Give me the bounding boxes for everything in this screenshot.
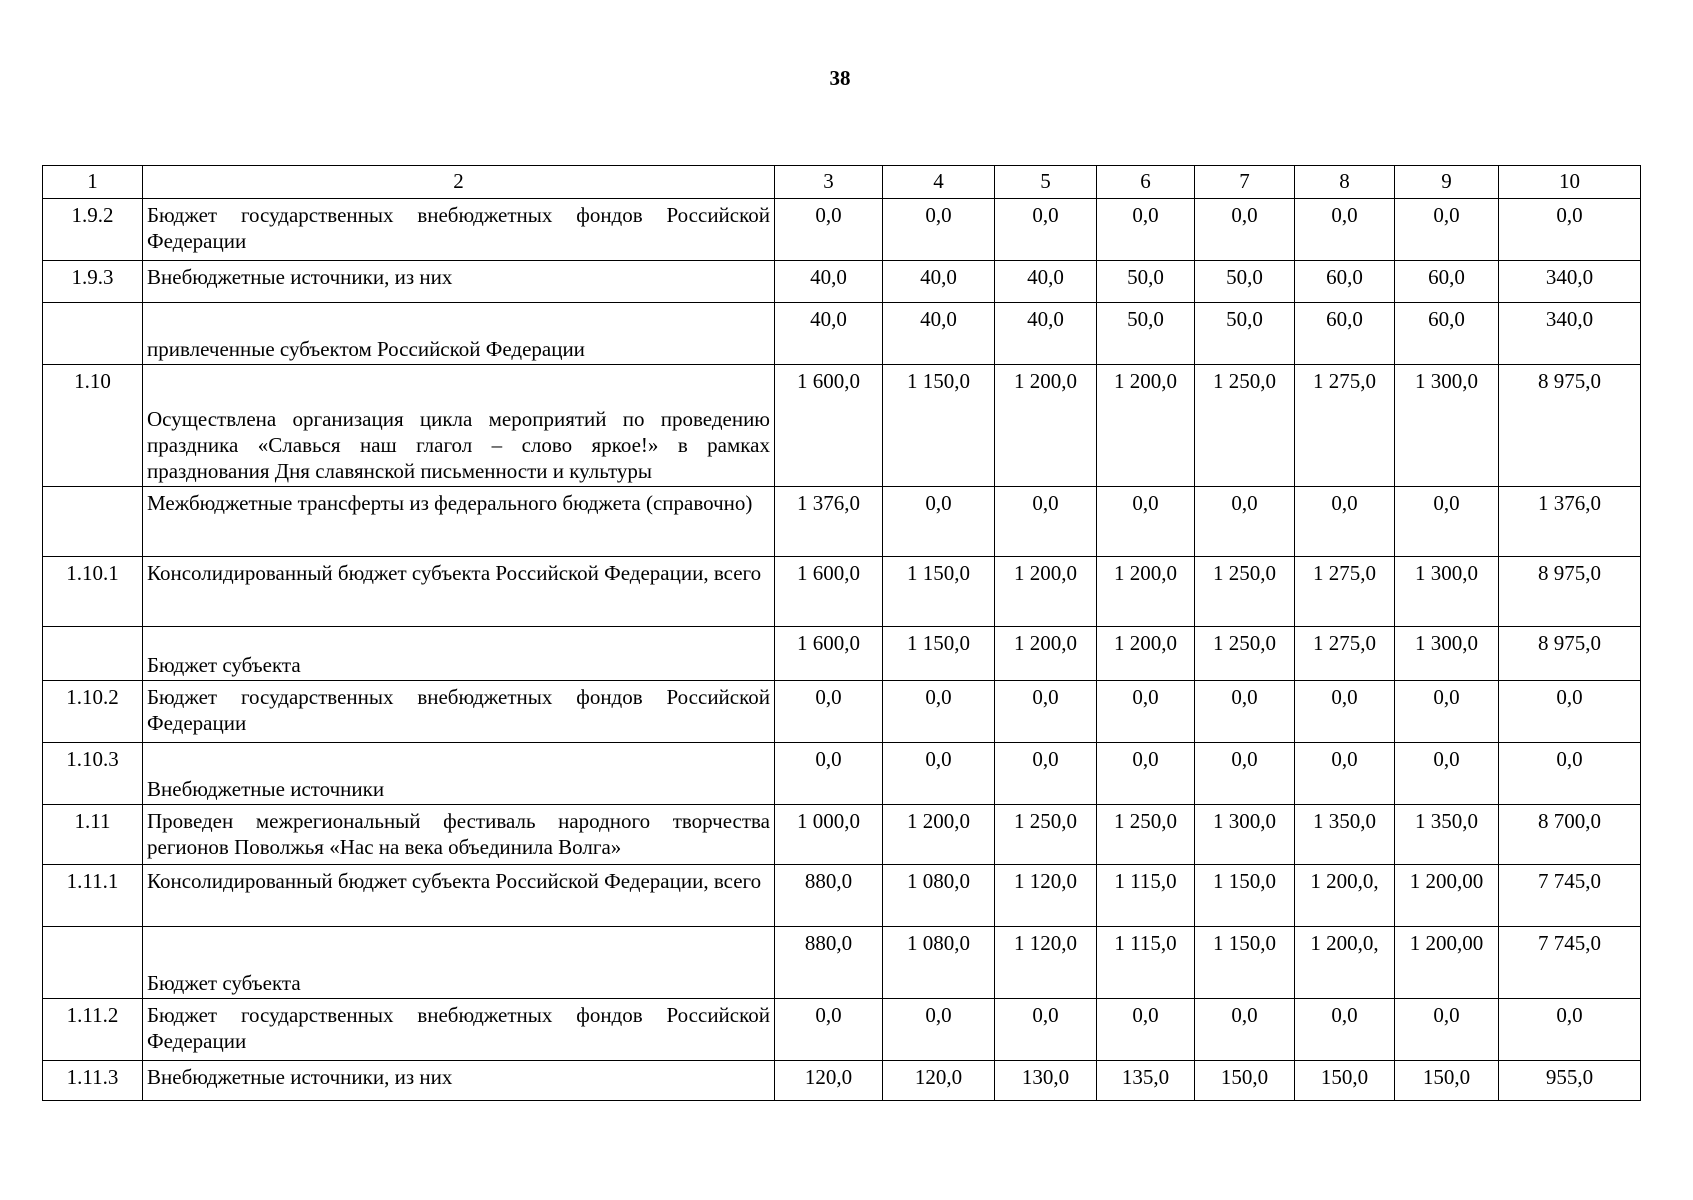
row-value: 0,0 [1195, 743, 1295, 805]
row-value: 1 200,0 [995, 365, 1097, 487]
row-value: 0,0 [995, 681, 1097, 743]
table-row [43, 487, 1641, 557]
row-value: 8 975,0 [1499, 365, 1641, 487]
row-name: Бюджет субъекта [143, 627, 775, 681]
row-value: 880,0 [775, 927, 883, 999]
row-value: 1 200,0 [1097, 557, 1195, 627]
row-name: Внебюджетные источники, из них [143, 1061, 775, 1101]
row-value: 1 600,0 [775, 557, 883, 627]
row-value: 1 275,0 [1295, 557, 1395, 627]
row-value: 0,0 [1295, 743, 1395, 805]
row-value: 8 975,0 [1499, 557, 1641, 627]
row-value: 0,0 [1195, 199, 1295, 261]
row-value: 0,0 [1499, 999, 1641, 1061]
row-value: 135,0 [1097, 1061, 1195, 1101]
row-value: 150,0 [1295, 1061, 1395, 1101]
row-value: 1 200,0 [883, 805, 995, 865]
row-value: 0,0 [995, 743, 1097, 805]
row-value: 1 275,0 [1295, 365, 1395, 487]
row-value: 1 275,0 [1295, 627, 1395, 681]
row-value: 1 600,0 [775, 627, 883, 681]
row-code: 1.11.3 [43, 1061, 143, 1101]
row-value: 1 250,0 [1097, 805, 1195, 865]
row-value: 1 300,0 [1395, 627, 1499, 681]
header-cell: 3 [775, 166, 883, 199]
table-row [43, 681, 1641, 743]
row-value: 1 600,0 [775, 365, 883, 487]
row-value: 120,0 [775, 1061, 883, 1101]
row-value: 0,0 [883, 999, 995, 1061]
table-row [43, 999, 1641, 1061]
row-value: 1 200,0, [1295, 865, 1395, 927]
row-value: 40,0 [883, 303, 995, 365]
header-cell: 1 [43, 166, 143, 199]
row-code [43, 487, 143, 557]
row-value: 1 080,0 [883, 865, 995, 927]
table-row [43, 865, 1641, 927]
row-value: 0,0 [995, 999, 1097, 1061]
row-value: 8 700,0 [1499, 805, 1641, 865]
row-name: Бюджет субъекта [143, 927, 775, 999]
row-value: 1 200,00 [1395, 927, 1499, 999]
page-number: 38 [829, 66, 851, 90]
row-value: 0,0 [1295, 199, 1395, 261]
row-value: 0,0 [1395, 199, 1499, 261]
row-value: 1 150,0 [883, 627, 995, 681]
row-value: 7 745,0 [1499, 927, 1641, 999]
table-row [43, 805, 1641, 865]
row-code: 1.10 [43, 365, 143, 487]
row-value: 1 200,0 [995, 557, 1097, 627]
row-value: 0,0 [1097, 999, 1195, 1061]
row-value: 1 200,0 [1097, 627, 1195, 681]
row-value: 1 120,0 [995, 927, 1097, 999]
row-code: 1.9.2 [43, 199, 143, 261]
header-cell: 2 [143, 166, 775, 199]
row-value: 0,0 [883, 199, 995, 261]
header-cell: 4 [883, 166, 995, 199]
row-value: 0,0 [883, 681, 995, 743]
table-row [43, 743, 1641, 805]
row-value: 0,0 [1295, 681, 1395, 743]
header-cell: 6 [1097, 166, 1195, 199]
row-value: 1 080,0 [883, 927, 995, 999]
row-value: 955,0 [1499, 1061, 1641, 1101]
row-value: 1 300,0 [1395, 365, 1499, 487]
table-row [43, 199, 1641, 261]
table-row [43, 627, 1641, 681]
row-value: 0,0 [1395, 743, 1499, 805]
row-value: 0,0 [1295, 999, 1395, 1061]
row-value: 0,0 [1097, 487, 1195, 557]
row-value: 0,0 [775, 743, 883, 805]
row-value: 8 975,0 [1499, 627, 1641, 681]
row-value: 150,0 [1395, 1061, 1499, 1101]
row-value: 0,0 [775, 199, 883, 261]
row-name: привлеченные субъектом Российской Федерации [143, 303, 775, 365]
row-value: 0,0 [995, 487, 1097, 557]
row-name: Бюджет государственных внебюджетных фондов Российской Федерации [143, 999, 775, 1061]
row-value: 60,0 [1395, 261, 1499, 303]
row-value: 1 150,0 [883, 557, 995, 627]
row-value: 1 150,0 [1195, 865, 1295, 927]
row-name: Внебюджетные источники [143, 743, 775, 805]
row-value: 880,0 [775, 865, 883, 927]
row-name: Осуществлена организация цикла мероприятий по проведению праздника «Славься наш глагол – слово яркое!» в рамках празднования Дня славянской письменности и культуры [143, 365, 775, 487]
row-value: 50,0 [1097, 303, 1195, 365]
row-value: 1 200,0 [1097, 365, 1195, 487]
row-value: 1 376,0 [775, 487, 883, 557]
row-value: 150,0 [1195, 1061, 1295, 1101]
header-cell: 10 [1499, 166, 1641, 199]
header-cell: 7 [1195, 166, 1295, 199]
row-value: 0,0 [1195, 487, 1295, 557]
row-value: 50,0 [1195, 261, 1295, 303]
row-code: 1.11 [43, 805, 143, 865]
row-value: 1 250,0 [1195, 627, 1295, 681]
row-value: 340,0 [1499, 261, 1641, 303]
row-value: 0,0 [1097, 681, 1195, 743]
table-row [43, 1061, 1641, 1101]
table-row [43, 365, 1641, 487]
row-value: 0,0 [995, 199, 1097, 261]
row-value: 130,0 [995, 1061, 1097, 1101]
row-value: 40,0 [883, 261, 995, 303]
header-cell: 9 [1395, 166, 1499, 199]
header-cell: 8 [1295, 166, 1395, 199]
row-value: 40,0 [995, 303, 1097, 365]
row-value: 0,0 [775, 681, 883, 743]
row-value: 1 300,0 [1395, 557, 1499, 627]
row-value: 50,0 [1097, 261, 1195, 303]
row-value: 340,0 [1499, 303, 1641, 365]
row-value: 60,0 [1395, 303, 1499, 365]
row-value: 40,0 [995, 261, 1097, 303]
table-row [43, 303, 1641, 365]
row-value: 0,0 [883, 487, 995, 557]
row-code: 1.11.2 [43, 999, 143, 1061]
row-code: 1.9.3 [43, 261, 143, 303]
row-value: 1 250,0 [1195, 557, 1295, 627]
row-value: 1 300,0 [1195, 805, 1295, 865]
row-value: 7 745,0 [1499, 865, 1641, 927]
row-value: 0,0 [1499, 681, 1641, 743]
row-name: Бюджет государственных внебюджетных фондов Российской Федерации [143, 199, 775, 261]
row-value: 1 150,0 [883, 365, 995, 487]
row-value: 1 115,0 [1097, 927, 1195, 999]
row-value: 1 200,0 [995, 627, 1097, 681]
row-value: 60,0 [1295, 303, 1395, 365]
row-value: 0,0 [1097, 199, 1195, 261]
row-value: 0,0 [1499, 199, 1641, 261]
table-row [43, 927, 1641, 999]
row-value: 1 115,0 [1097, 865, 1195, 927]
row-value: 60,0 [1295, 261, 1395, 303]
row-value: 0,0 [1097, 743, 1195, 805]
row-value: 1 250,0 [995, 805, 1097, 865]
row-value: 1 120,0 [995, 865, 1097, 927]
row-value: 0,0 [1195, 999, 1295, 1061]
row-value: 120,0 [883, 1061, 995, 1101]
row-code [43, 303, 143, 365]
row-value: 0,0 [1395, 999, 1499, 1061]
row-code: 1.10.3 [43, 743, 143, 805]
row-code [43, 627, 143, 681]
row-code: 1.11.1 [43, 865, 143, 927]
row-value: 0,0 [1295, 487, 1395, 557]
row-value: 1 350,0 [1395, 805, 1499, 865]
row-value: 1 376,0 [1499, 487, 1641, 557]
row-value: 1 250,0 [1195, 365, 1295, 487]
row-value: 0,0 [775, 999, 883, 1061]
row-value: 1 350,0 [1295, 805, 1395, 865]
row-name: Консолидированный бюджет субъекта Российской Федерации, всего [143, 557, 775, 627]
row-name: Консолидированный бюджет субъекта Российской Федерации, всего [143, 865, 775, 927]
row-code: 1.10.1 [43, 557, 143, 627]
row-name: Бюджет государственных внебюджетных фондов Российской Федерации [143, 681, 775, 743]
row-code: 1.10.2 [43, 681, 143, 743]
row-value: 40,0 [775, 261, 883, 303]
row-code [43, 927, 143, 999]
table-row [43, 261, 1641, 303]
row-value: 0,0 [1395, 681, 1499, 743]
row-value: 0,0 [1195, 681, 1295, 743]
row-name: Межбюджетные трансферты из федерального бюджета (справочно) [143, 487, 775, 557]
row-value: 50,0 [1195, 303, 1295, 365]
row-value: 0,0 [1499, 743, 1641, 805]
row-name: Внебюджетные источники, из них [143, 261, 775, 303]
row-value: 1 000,0 [775, 805, 883, 865]
row-name: Проведен межрегиональный фестиваль народного творчества регионов Поволжья «Нас на века объединила Волга» [143, 805, 775, 865]
header-cell: 5 [995, 166, 1097, 199]
row-value: 40,0 [775, 303, 883, 365]
row-value: 0,0 [1395, 487, 1499, 557]
row-value: 1 150,0 [1195, 927, 1295, 999]
row-value: 0,0 [883, 743, 995, 805]
table-row [43, 557, 1641, 627]
header-row [43, 166, 1641, 199]
row-value: 1 200,00 [1395, 865, 1499, 927]
budget-table [42, 165, 1641, 1101]
row-value: 1 200,0, [1295, 927, 1395, 999]
